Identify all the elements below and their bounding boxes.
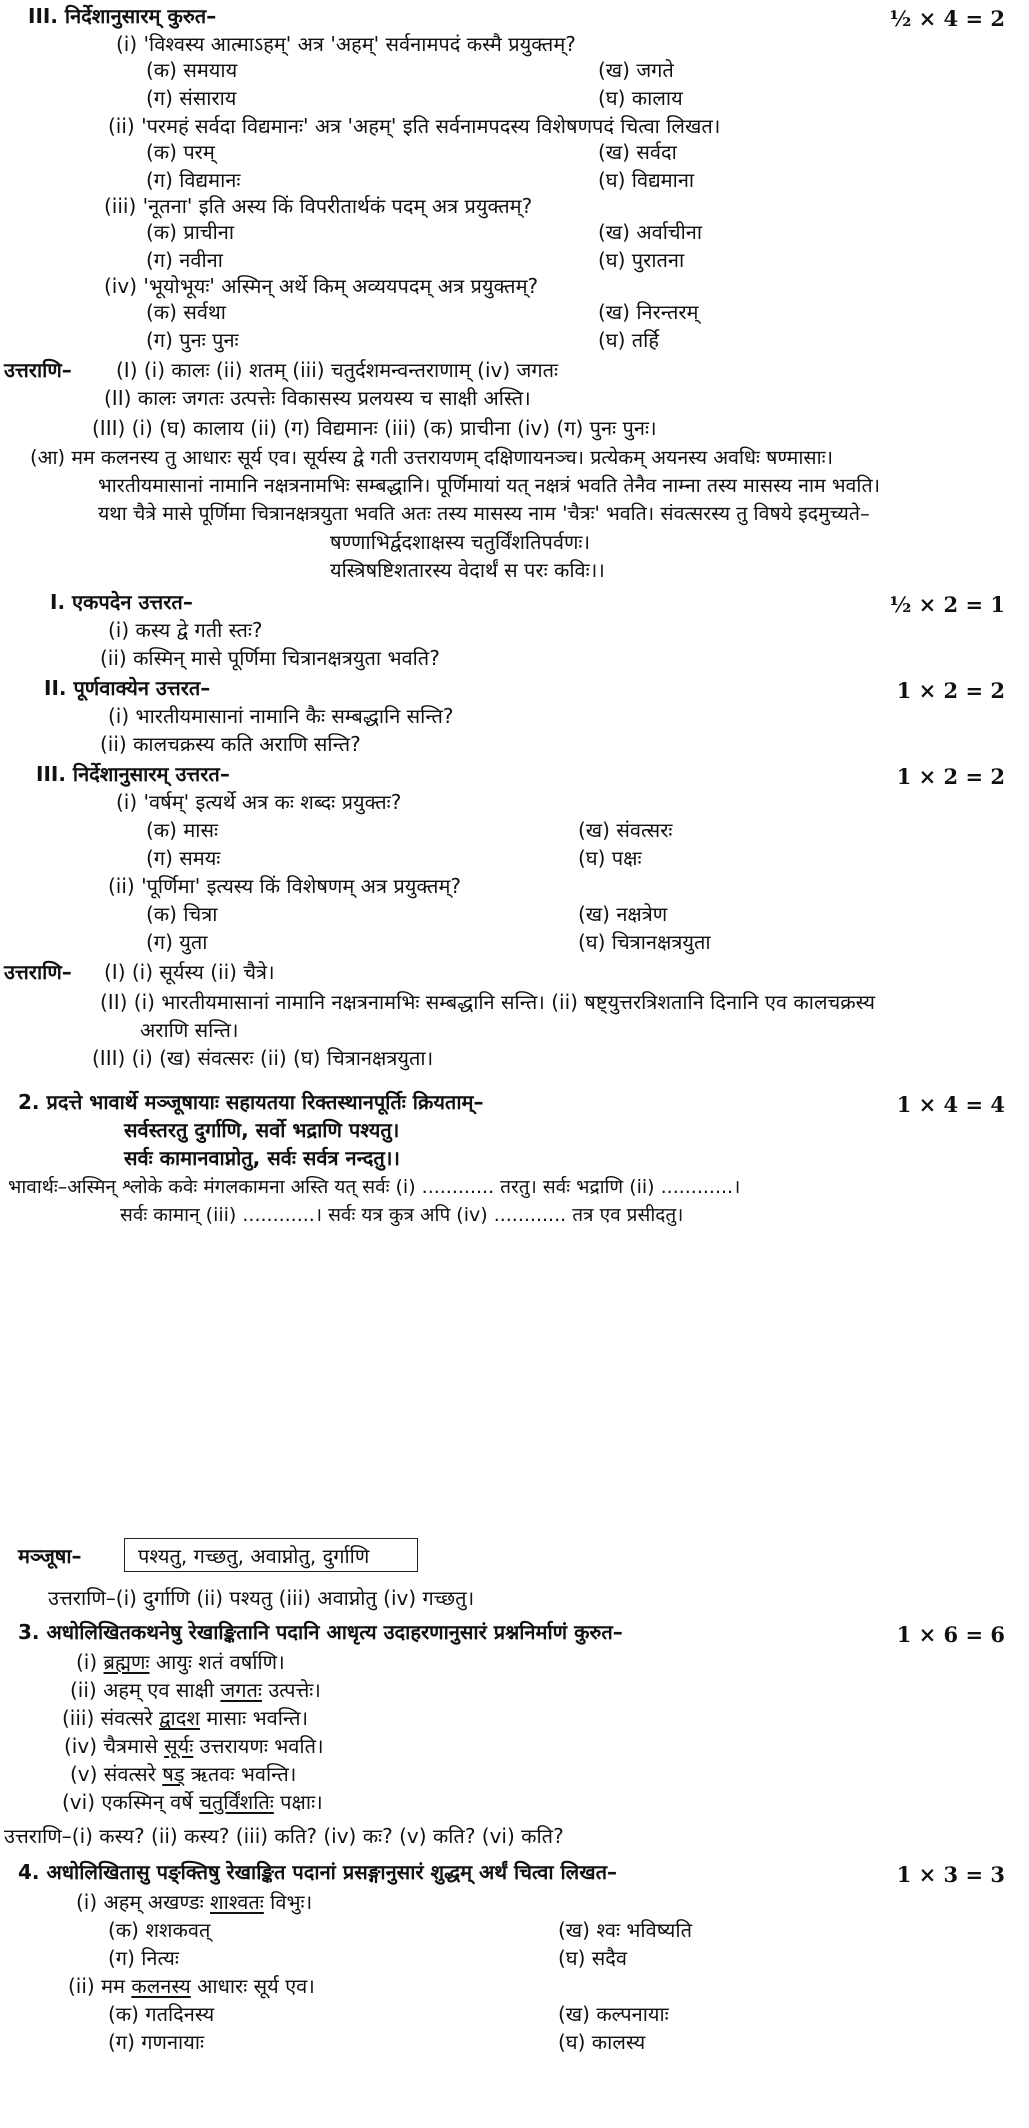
- marks-label: 1 × 3 = 3: [896, 1862, 1005, 1887]
- verse-line: षण्णाभिर्द्वदशाक्षस्य चतुर्विंशतिपर्वणः।: [330, 530, 591, 554]
- statement: (ii) अहम् एव साक्षी जगतः उत्पत्तेः।: [70, 1678, 321, 1702]
- passage-line: भारतीयमासानां नामानि नक्षत्रनामभिः सम्बद्धानि। पूर्णिमायां यत् नक्षत्रं भवति तेनैव नाम्ना तस्य मासस्य नाम भवति।: [98, 474, 880, 497]
- option: (ख) निरन्तरम्: [598, 300, 699, 324]
- question: (ii) कस्मिन् मासे पूर्णिमा चित्रानक्षत्रयुता भवति?: [100, 646, 440, 670]
- answer-line: (III) (i) (घ) कालाय (ii) (ग) विद्यमानः (iii) (क) प्राचीना (iv) (ग) पुनः पुनः।: [92, 416, 657, 440]
- marks-label: 1 × 4 = 4: [896, 1092, 1005, 1117]
- shloka-line: सर्वस्तरतु दुर्गाणि, सर्वो भद्राणि पश्यतु।: [124, 1118, 400, 1142]
- option: (क) शशकवत्: [108, 1918, 211, 1942]
- option: (घ) कालाय: [598, 86, 683, 110]
- question: (ii) 'परमहं सर्वदा विद्यमानः' अत्र 'अहम्' इति सर्वनामपदस्य विशेषणपदं चित्वा लिखत।: [108, 114, 721, 138]
- answer-line: (I) (i) कालः (ii) शतम् (iii) चतुर्दशमन्वन्तराणाम् (iv) जगतः: [116, 358, 559, 382]
- section-heading: I. एकपदेन उत्तरत–: [50, 590, 193, 614]
- section-heading: II. पूर्णवाक्येन उत्तरत–: [44, 676, 211, 700]
- statement: (iv) चैत्रमासे सूर्यः उत्तरायणः भवति।: [64, 1734, 324, 1758]
- option: (घ) पक्षः: [578, 846, 642, 870]
- question: (ii) कालचक्रस्य कति अराणि सन्ति?: [100, 732, 361, 756]
- option: (ख) अर्वाचीना: [598, 220, 703, 244]
- option: (क) परम्: [146, 140, 215, 164]
- option: (ख) श्वः भविष्यति: [558, 1918, 692, 1942]
- marks-label: 1 × 6 = 6: [896, 1622, 1005, 1647]
- question: (i) भारतीयमासानां नामानि कैः सम्बद्धानि सन्ति?: [108, 704, 454, 728]
- underlined-word: कलनस्य: [131, 1974, 191, 1998]
- option: (ख) जगते: [598, 58, 674, 82]
- answer-line: उत्तराणि–(i) दुर्गाणि (ii) पश्यतु (iii) अवाप्नोतु (iv) गच्छतु।: [48, 1586, 475, 1610]
- answer-line: (II) (i) भारतीयमासानां नामानि नक्षत्रनामभिः सम्बद्धानि सन्ति। (ii) षष्ट्युत्तरत्रिशतानि दिनानि एव कालचक्रस्य: [100, 990, 875, 1014]
- underlined-word: षड्: [162, 1762, 185, 1786]
- passage-line: (आ) मम कलनस्य तु आधारः सूर्य एव। सूर्यस्य द्वे गती उत्तरायणम् दक्षिणायनञ्च। प्रत्येकम् अयनस्य अवधिः षण्मासाः।: [30, 446, 833, 469]
- marks-label: 1 × 2 = 2: [896, 764, 1005, 789]
- option: (ग) संसाराय: [146, 86, 237, 110]
- option: (घ) चित्रानक्षत्रयुता: [578, 930, 711, 954]
- option: (क) मासः: [146, 818, 219, 842]
- bhavarth-line: भावार्थः–अस्मिन् श्लोके कवेः मंगलकामना अस्ति यत् सर्वः (i) ............ तरतु। सर्वः भद्राणि (ii) ............।: [8, 1176, 741, 1198]
- answer-line: (III) (i) (ख) संवत्सरः (ii) (घ) चित्रानक्षत्रयुता।: [92, 1046, 434, 1070]
- underlined-word: ब्रह्मणः: [103, 1650, 150, 1674]
- option: (घ) पुरातना: [598, 248, 685, 272]
- verse-line: यस्त्रिषष्टिशतारस्य वेदार्थं स परः कविः।।: [330, 558, 605, 582]
- option: (क) प्राचीना: [146, 220, 235, 244]
- statement: (i) ब्रह्मणः आयुः शतं वर्षाणि।: [76, 1650, 285, 1674]
- answer-line: (I) (i) सूर्यस्य (ii) चैत्रे।: [104, 960, 275, 984]
- option: (क) समयाय: [146, 58, 238, 82]
- section-heading: 3. अधोलिखितकथनेषु रेखाङ्कितानि पदानि आधृत्य उदाहरणानुसारं प्रश्ननिर्माणं कुरुत–: [18, 1620, 623, 1644]
- option: (ख) संवत्सरः: [578, 818, 673, 842]
- shloka-line: सर्वः कामानवाप्नोतु, सर्वः सर्वत्र नन्दतु।।: [124, 1146, 400, 1170]
- question: (iii) 'नूतना' इति अस्य किं विपरीतार्थकं पदम् अत्र प्रयुक्तम्?: [104, 194, 533, 218]
- answers-label: उत्तराणि–: [4, 960, 72, 984]
- manjusha-label: मञ्जूषा–: [18, 1544, 82, 1568]
- bhavarth-line: सर्वः कामान् (iii) ............। सर्वः यत्र कुत्र अपि (iv) ............ तत्र एव प्रसीदतु।: [120, 1204, 684, 1226]
- option: (ख) कल्पनायाः: [558, 2002, 669, 2026]
- option: (घ) तर्हि: [598, 328, 659, 352]
- option: (ग) विद्यमानः: [146, 168, 241, 192]
- marks-label: ½ × 2 = 1: [889, 592, 1005, 617]
- answer-line: अराणि सन्ति।: [140, 1018, 239, 1042]
- answers-label: उत्तराणि–: [4, 358, 72, 382]
- option: (घ) सदैव: [558, 1946, 628, 1970]
- option: (घ) विद्यमाना: [598, 168, 695, 192]
- statement: (vi) एकस्मिन् वर्षे चतुर्विंशतिः पक्षाः।: [62, 1790, 323, 1814]
- option: (ग) समयः: [146, 846, 221, 870]
- marks-label: ½ × 4 = 2: [889, 6, 1005, 31]
- option: (ग) नवीना: [146, 248, 223, 272]
- underlined-word: शाश्वतः: [209, 1890, 264, 1914]
- option: (ग) गणनायाः: [108, 2030, 205, 2054]
- option: (घ) कालस्य: [558, 2030, 646, 2054]
- question: (ii) 'पूर्णिमा' इत्यस्य किं विशेषणम् अत्र प्रयुक्तम्?: [108, 874, 462, 898]
- option: (ख) सर्वदा: [598, 140, 677, 164]
- underlined-word: चतुर्विंशतिः: [199, 1790, 274, 1814]
- passage-line: यथा चैत्रे मासे पूर्णिमा चित्रानक्षत्रयुता भवति अतः तस्य मासस्य नाम 'चैत्रः' भवति। संवत्सरस्य तु विषये इदमुच्यते–: [98, 502, 870, 525]
- section-heading: 2. प्रदत्ते भावार्थे मञ्जूषायाः सहायतया रिक्तस्थानपूर्तिः क्रियताम्–: [18, 1090, 484, 1114]
- section-heading: III. निर्देशानुसारम् उत्तरत–: [36, 762, 230, 786]
- option: (क) चित्रा: [146, 902, 218, 926]
- section-heading: III. निर्देशानुसारम् कुरुत–: [28, 4, 217, 28]
- underlined-word: सूर्यः: [164, 1734, 194, 1758]
- option: (क) गतदिनस्य: [108, 2002, 215, 2026]
- option: (ग) नित्यः: [108, 1946, 179, 1970]
- option: (ग) युता: [146, 930, 208, 954]
- statement: (ii) मम कलनस्य आधारः सूर्य एव।: [68, 1974, 315, 1998]
- statement: (iii) संवत्सरे द्वादश मासाः भवन्ति।: [62, 1706, 309, 1730]
- answer-line: (II) कालः जगतः उत्पत्तेः विकासस्य प्रलयस्य च साक्षी अस्ति।: [104, 386, 531, 410]
- underlined-word: द्वादश: [159, 1706, 200, 1730]
- option: (क) सर्वथा: [146, 300, 226, 324]
- question: (i) कस्य द्वे गती स्तः?: [108, 618, 263, 642]
- question: (i) 'विश्वस्य आत्माऽहम्' अत्र 'अहम्' सर्वनामपदं कस्मै प्रयुक्तम्?: [116, 32, 576, 56]
- question: (i) 'वर्षम्' इत्यर्थे अत्र कः शब्दः प्रयुक्तः?: [116, 790, 402, 814]
- section-heading: 4. अधोलिखितासु पङ्क्तिषु रेखाङ्कित पदानां प्रसङ्गानुसारं शुद्धम् अर्थं चित्वा लिखत–: [18, 1860, 617, 1884]
- answer-line: उत्तराणि–(i) कस्य? (ii) कस्य? (iii) कति? (iv) कः? (v) कति? (vi) कति?: [4, 1824, 564, 1848]
- statement: (v) संवत्सरे षड् ऋतवः भवन्ति।: [70, 1762, 297, 1786]
- word-box-text: पश्यतु, गच्छतु, अवाप्नोतु, दुर्गाणि: [138, 1544, 370, 1568]
- underlined-word: जगतः: [220, 1678, 262, 1702]
- option: (ग) पुनः पुनः: [146, 328, 239, 352]
- question: (iv) 'भूयोभूयः' अस्मिन् अर्थे किम् अव्ययपदम् अत्र प्रयुक्तम्?: [104, 274, 539, 298]
- marks-label: 1 × 2 = 2: [896, 678, 1005, 703]
- option: (ख) नक्षत्रेण: [578, 902, 668, 926]
- statement: (i) अहम् अखण्डः शाश्वतः विभुः।: [76, 1890, 313, 1914]
